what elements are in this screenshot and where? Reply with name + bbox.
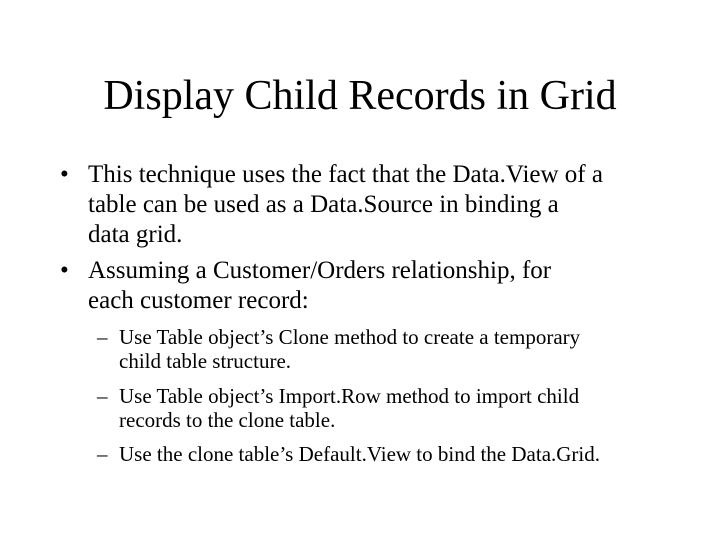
bullet-line: Assuming a Customer/Orders relationship, for — [88, 257, 552, 284]
sub-bullet-text — [119, 325, 580, 373]
sub-bullet-line: Use the clone table’s Default.View to bind the Data.Grid. — [119, 442, 601, 466]
sub-bullet-text — [119, 384, 579, 432]
bullet-line: This technique uses the fact that the Data.View of a — [88, 161, 603, 188]
sub-bullet-item-1 — [97, 325, 697, 373]
bullet-line: data grid. — [88, 221, 183, 248]
sub-bullet-item-2 — [97, 384, 697, 432]
bullet-item-1 — [60, 160, 680, 256]
sub-bullet-text — [119, 442, 600, 466]
bullet-line: table can be used as a Data.Source in binding a — [88, 191, 559, 218]
sub-bullet-marker: – — [97, 442, 108, 466]
sub-bullet-marker: – — [97, 325, 108, 349]
sub-bullet-marker: – — [97, 384, 108, 408]
bullet-item-2 — [60, 256, 680, 320]
bullet-marker: • — [60, 161, 69, 188]
bullet-line: each customer record: — [88, 287, 309, 314]
sub-bullet-item-3 — [97, 442, 697, 466]
bullet-text — [88, 256, 551, 316]
bullet-marker: • — [60, 257, 69, 284]
sub-bullet-line: child table structure. — [119, 349, 292, 373]
bullet-text — [88, 160, 603, 250]
slide-title: Display Child Records in Grid — [103, 73, 617, 119]
sub-bullet-line: Use Table object’s Clone method to create a temporary — [119, 325, 581, 349]
sub-bullet-line: Use Table object’s Import.Row method to import child — [119, 384, 580, 408]
sub-bullet-line: records to the clone table. — [119, 408, 336, 432]
